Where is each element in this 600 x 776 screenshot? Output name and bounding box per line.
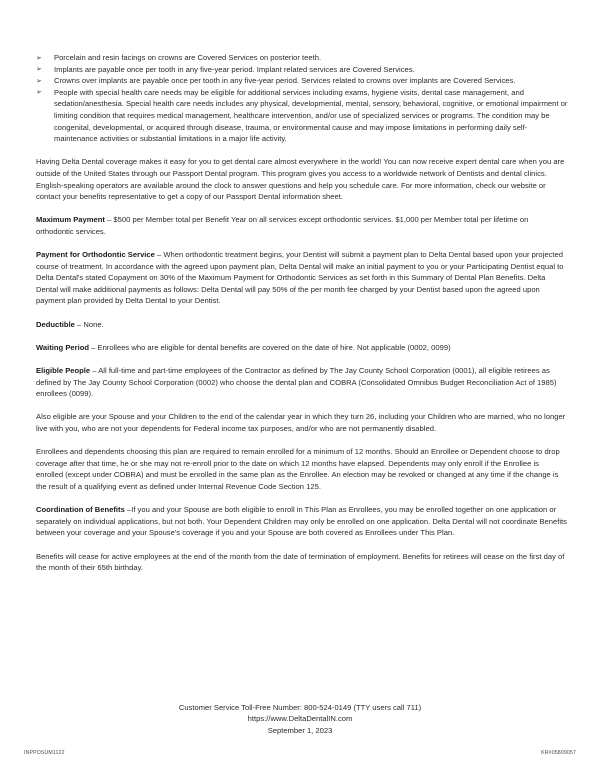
coordination-of-benefits-paragraph xyxy=(36,504,568,539)
coordination-of-benefits-term: Coordination of Benefits xyxy=(36,505,125,515)
arrowhead-bullet-icon: ➢ xyxy=(36,64,43,74)
benefits-cease-paragraph: Benefits will cease for active employees at the end of the month from the date of termination of employment. Benefits for retirees will cease on the first day of the month of their 65th birthday. xyxy=(36,551,565,573)
list-item-text: Implants are payable once per tooth in any five-year period. Implant related services are Covered Services. xyxy=(54,64,415,74)
arrowhead-bullet-icon: ➢ xyxy=(36,52,43,62)
waiting-period-paragraph xyxy=(36,342,568,354)
orthodontic-payment-paragraph xyxy=(36,249,568,307)
list-item-text: Porcelain and resin facings on crowns are Covered Services on posterior teeth. xyxy=(54,53,322,62)
spacer xyxy=(36,435,568,447)
orthodontic-payment-term: Payment for Orthodontic Service xyxy=(36,250,155,260)
deductible-text: – None. xyxy=(74,319,104,329)
effective-date: September 1, 2023 xyxy=(267,725,333,735)
orthodontic-payment-text: – When orthodontic treatment begins, your Dentist will submit a payment plan to Delta Dental based upon your projected course of treatment. In accordance with the agreed upon payment plan, Delta Dental will make an initial payment to you or your Participating Dentist equal to Delta Dental's stated Copayment on 30% of the Maximum Payment for Orthodontic Services as set forth in this Summary of Dental Plan Benefits. Delta Dental will make additional payments as follows: Delta Dental will pay 50% of the per month fee charged by your Dentist based upon the agreed upon payment plan provided by Delta Dental to your Dentist. xyxy=(36,250,564,306)
maximum-payment-paragraph xyxy=(36,214,568,237)
spacer xyxy=(36,238,568,250)
enrollment-rules-paragraph: Enrollees and dependents choosing this plan are required to remain enrolled for a minimum of 12 months. Should an Enrollee or Dependent choose to drop coverage after that time, he or she may not re-enroll prior to the date on which 12 months have elapsed. Dependents may only enroll if the Enrollee is enrolled (except under COBRA) and must be enrolled in the same plan as the Enrollee. An election may be revoked or changed at any time if the change is the result of a qualifying event as defined under Internal Revenue Code Section 125. xyxy=(36,447,560,491)
coordination-of-benefits-text: –If you and your Spouse are both eligible to enroll in This Plan as Enrollees, you may be enrolled together on one application or separately on individual applications, but not both. Your Dependent Children may only be enrolled on one application. Delta Dental will not coordinate Benefits between your coverage and your Spouse's coverage if you and your Spouse are both covered as Enrollees under This Plan. xyxy=(36,505,567,538)
page-footer xyxy=(0,702,600,736)
deductible-paragraph xyxy=(36,319,568,331)
customer-service-line: Customer Service Toll-Free Number: 800-524-0149 (TTY users call 711) xyxy=(178,703,422,712)
spacer xyxy=(36,400,568,412)
list-item xyxy=(36,75,568,87)
eligible-people-text: – All full-time and part-time employees of the Contractor as defined by The Jay County School Corporation (0001), all eligible retirees as defined by The Jay County School Corporation (0002) who choose the dental plan and COBRA (Consolidated Omnibus Budget Reconciliation Act of 1985) enrollees (0099). xyxy=(36,366,557,399)
spacer xyxy=(36,493,568,505)
eligible-people-term: Eligible People xyxy=(36,366,91,376)
spacer xyxy=(36,539,568,551)
deductible-term: Deductible xyxy=(36,319,75,329)
waiting-period-text: – Enrollees who are eligible for dental benefits are covered on the date of hire. Not applicable (0002, 0099) xyxy=(89,342,451,352)
spacer xyxy=(36,353,568,365)
document-body xyxy=(36,52,568,574)
spacer xyxy=(36,203,568,215)
waiting-period-term: Waiting Period xyxy=(36,342,90,352)
form-code-left: INPPOSUM1122 xyxy=(24,750,65,756)
website-url[interactable]: https://www.DeltaDentalIN.com xyxy=(247,714,353,724)
spacer xyxy=(36,330,568,342)
spacer xyxy=(36,145,568,157)
maximum-payment-term: Maximum Payment xyxy=(36,215,105,225)
maximum-payment-text: – $500 per Member total per Benefit Year on all services except orthodontic services. $1,000 per Member total per lifetime on orthodontic services. xyxy=(36,215,529,236)
list-item-text: People with special health care needs may be eligible for additional services including exams, hygiene visits, dental case management, and sedation/anesthesia. Special health care needs includes any physical, developmental, mental, sensory, behavioral, cognitive, or emotional impairment or limiting condition that requires medical management, healthcare intervention, and/or use of specialized services or programs. The condition may be congenital, developmental, or acquired through disease, trauma, or environmental cause and may impose limitations in performing daily self-maintenance activities or substantial limitations in a major life activity. xyxy=(54,87,568,144)
spacer xyxy=(36,307,568,319)
arrowhead-bullet-icon: ➢ xyxy=(36,87,43,97)
list-item xyxy=(36,52,568,64)
eligible-people-paragraph xyxy=(36,365,568,400)
arrowhead-bullet-icon: ➢ xyxy=(36,75,43,85)
form-code-right: KR#05809057 xyxy=(541,750,576,756)
covered-services-bullet-list xyxy=(36,52,568,145)
passport-dental-paragraph: Having Delta Dental coverage makes it easy for you to get dental care almost everywhere in the world! You can now receive expert dental care when you are outside of the United States through our Passport Dental program. This program gives you access to a worldwide network of Dentists and dental clinics. English-speaking operators are available around the clock to answer questions and help you schedule care. For more information, check our website or contact your benefits representative to get a copy of our Passport Dental information sheet. xyxy=(36,157,565,202)
list-item-text: Crowns over implants are payable once per tooth in any five-year period. Services related to crowns over implants are Covered Services. xyxy=(54,76,516,86)
list-item xyxy=(36,64,568,76)
also-eligible-paragraph: Also eligible are your Spouse and your Children to the end of the calendar year in which they turn 26, including your Children who are married, who no longer live with you, who are not your dependents for Federal income tax purposes, and/or who are not permanently disabled. xyxy=(36,412,566,433)
list-item xyxy=(36,87,568,145)
